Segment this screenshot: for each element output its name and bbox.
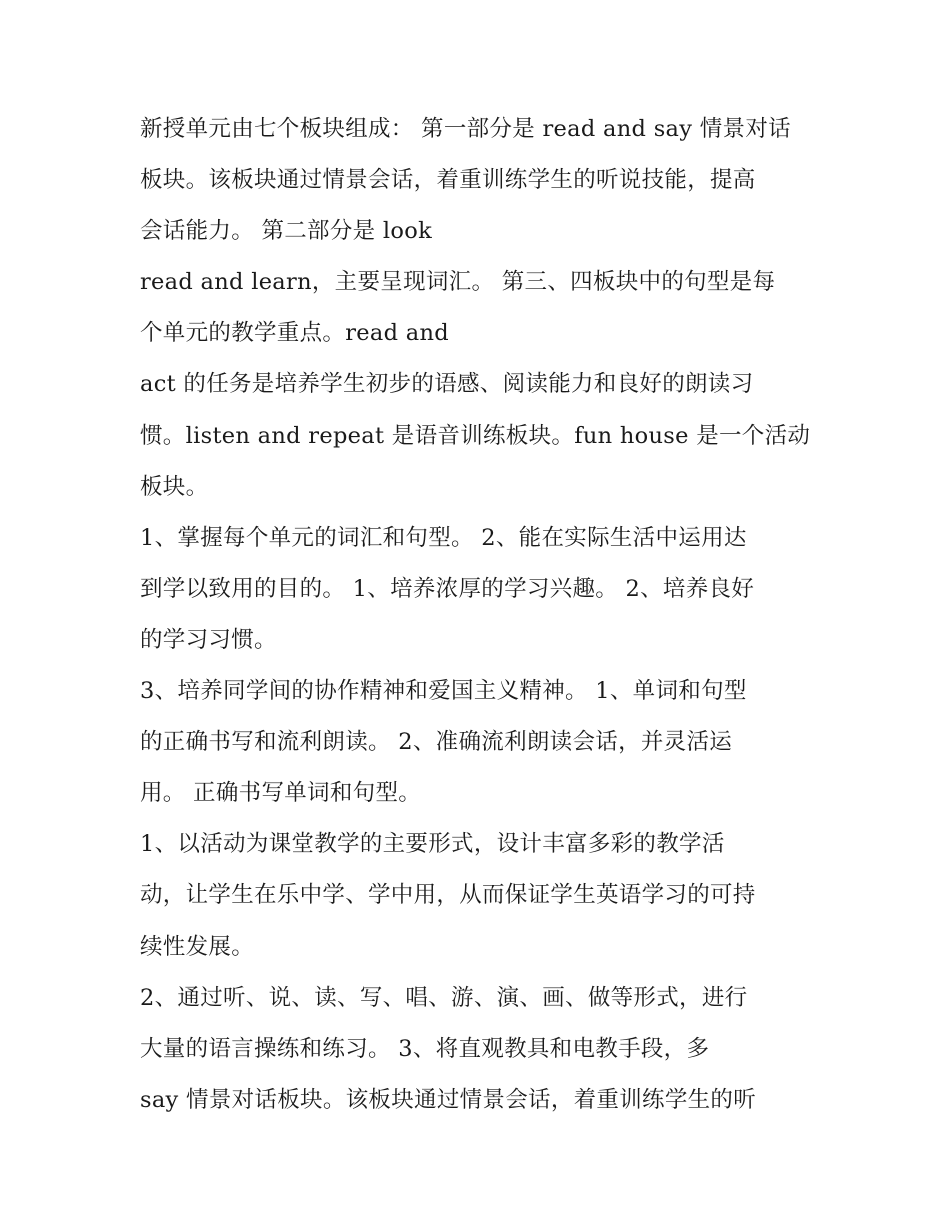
text-line: read and learn，主要呈现词汇。 第三、四板块中的句型是每 xyxy=(140,269,776,296)
text-line: 的学习习惯。 xyxy=(140,626,277,653)
text-line: 的正确书写和流利朗读。 2、准确流利朗读会话，并灵活运 xyxy=(140,729,733,756)
text-line: 大量的语言操练和练习。 3、将直观教具和电教手段，多 xyxy=(140,1035,710,1062)
text-line: 到学以致用的目的。 1、培养浓厚的学习兴趣。 2、培养良好 xyxy=(140,575,755,602)
text-line: 板块。该板块通过情景会话，着重训练学生的听说技能，提高 xyxy=(140,167,756,194)
document-body xyxy=(140,104,830,1126)
text-line: 新授单元由七个板块组成： 第一部分是 read and say 情景对话 xyxy=(140,116,791,142)
text-line: 惯。listen and repeat 是语音训练板块。fun house 是一个活动 xyxy=(140,422,811,449)
text-line: 3、培养同学间的协作精神和爱国主义精神。 1、单词和句型 xyxy=(140,678,747,705)
text-line: act 的任务是培养学生初步的语感、阅读能力和良好的朗读习 xyxy=(140,371,754,398)
text-line: say 情景对话板块。该板块通过情景会话，着重训练学生的听 xyxy=(140,1086,757,1113)
text-line: 动，让学生在乐中学、学中用，从而保证学生英语学习的可持 xyxy=(140,882,756,909)
text-line: 会话能力。 第二部分是 look xyxy=(140,218,433,245)
text-line: 板块。 xyxy=(140,473,209,500)
text-line: 续性发展。 xyxy=(140,933,255,960)
text-line: 1、以活动为课堂教学的主要形式，设计丰富多彩的教学活 xyxy=(140,831,725,858)
text-line: 1、掌握每个单元的词汇和句型。 2、能在实际生活中运用达 xyxy=(140,524,747,551)
text-line: 2、通过听、说、读、写、唱、游、演、画、做等形式，进行 xyxy=(140,984,748,1011)
text-line: 用。 正确书写单词和句型。 xyxy=(140,780,422,807)
text-line: 个单元的教学重点。read and xyxy=(140,320,449,347)
